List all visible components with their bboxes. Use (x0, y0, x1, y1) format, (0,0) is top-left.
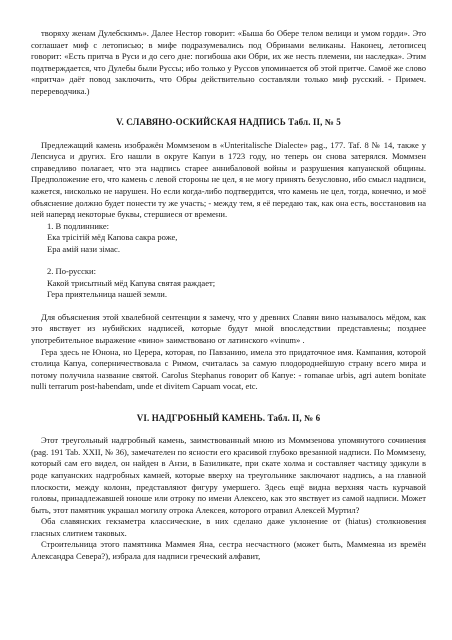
spacer (31, 255, 426, 266)
verse-2-line-2: Гера приятельница нашей земли. (47, 289, 167, 300)
verse-1-line-2: Ера амій нази зімас. (47, 243, 120, 254)
section-6-heading: VI. НАДГРОБНЫЙ КАМЕНЬ. Табл. II, № 6 (136, 412, 321, 423)
section-5-heading: V. СЛАВЯНО-ОСКИЙСКАЯ НАДПИСЬ Табл. II, № 5 (116, 117, 341, 128)
document-page (31, 28, 426, 562)
section-5-paragraph-3: Гера здесь не Юнона, но Церера, которая, по Павзанию, имела это придаточное имя. Кампания, которой столица Капуа, соперничествовала с Римом, считалась за самую плодороднейшую страну всего мира и потому получила название святой. Carolus Stephanus говорит об Капуе: - romanae urbis, agri autem bonitate nulli terrarum post-habendam, unde et divitem Capuam vocat, etc. (31, 346, 426, 392)
spacer (31, 129, 426, 140)
spacer (31, 393, 426, 413)
verse-2-line-1: Какой трисытный мёд Капува святая раждает; (47, 277, 216, 288)
verse-2-label: 2. По-русски: (47, 266, 96, 277)
section-6-paragraph-3: Строительница этого памятника Маммея Яна, сестра несчастного (может быть, Маммеяна из времён Александра Севера?), избрала для надписи греческий алфавит, (31, 539, 426, 561)
section-5-paragraph-2: Для объяснения этой хвалебной сентенции я замечу, что у древних Славян вино называлось мёдом, как это явствует из нубийских надписей, которые будут мной впоследствии представлены; позднее употребительное выражение «вино» заимствовано от латинского «vinum» . (31, 311, 426, 346)
section-6-paragraph-2: Оба славянских гекзаметра классические, в них сделано даже уклонение от (hiatus) столкновения гласных слитием таковых. (31, 516, 426, 538)
intro-paragraph: творяху женам Дулебскимъ». Далее Нестор говорит: «Быша бо Обере телом велици и умом горди». Это соглашает миф с летописью; в мифе подразумевались под Обринами великаны. Наконец, летописец говорит: «Есть притча в Руси и до сего дне: погибоша аки Обри, их же несть племени, ни наследка». Этим подтверждается, что Дулебы были Руссы; ибо только у Руссов упоминается об этой притче. Самоё же слово «притча» даёт повод заключить, что Обры действительно составляли только миф русский. - Примеч. перереводчика.) (31, 28, 426, 96)
section-6 (31, 413, 426, 563)
section-5 (31, 117, 426, 392)
section-5-paragraph-1: Предлежащий камень изображён Моммзеном в «Unteritalische Dialecte» pag., 177. Taf. 8 № 14, также у Лепсиуса и других. Его нашли в округе Капуи в 1723 году, но теперь он снова затерялся. Моммзен справедливо полагает, что эта надпись старее аннибаловой войны и разрушения капуанской общины. Предположение его, что камень с левой стороны не цел, я не могу принять безусловно, ибо смысл надписи, кажется, нисколько не нарушен. Но если когда-либо подтвердится, что камень не цел, тогда, конечно, и моё объяснение должно будет понести ту же участь; - между тем, я её передаю так, как она есть, восстановив на ней напервд некоторые буквы, стершиеся от времени. (31, 139, 426, 220)
spacer (31, 301, 426, 312)
verse-1-line-1: Ека трісітій мёд Капова сакра роже, (47, 232, 178, 243)
spacer (31, 424, 426, 435)
section-6-paragraph-1: Этот треугольный надгробный камень, заимствованный мною из Моммзенова упомянутого сочинения (pag. 191 Tab. XXII, № 36), замечателен по ясности его красивой глубоко врезанной надписи. По Моммзену, который сам его видел, он найден в Анзи, в Базиликате, при скате холма и составляет частицу эдикули в роде капуанских надгробных камней, которые вверху на треугольнике заключают надпись, а на главной плоскости, между колонн, представляют фигуру умершего. Здесь ещё видна верхняя часть курчавой головы, принадлежавшей юноше или отроку по имени Алексею, как это явствует из самой надписи. Может быть, этот памятник украшал могилу отрока Алексея, которого отравил Алексей Муртил? (31, 435, 426, 515)
spacer (31, 97, 426, 117)
verse-1-label: 1. В подлиннике: (47, 220, 110, 231)
